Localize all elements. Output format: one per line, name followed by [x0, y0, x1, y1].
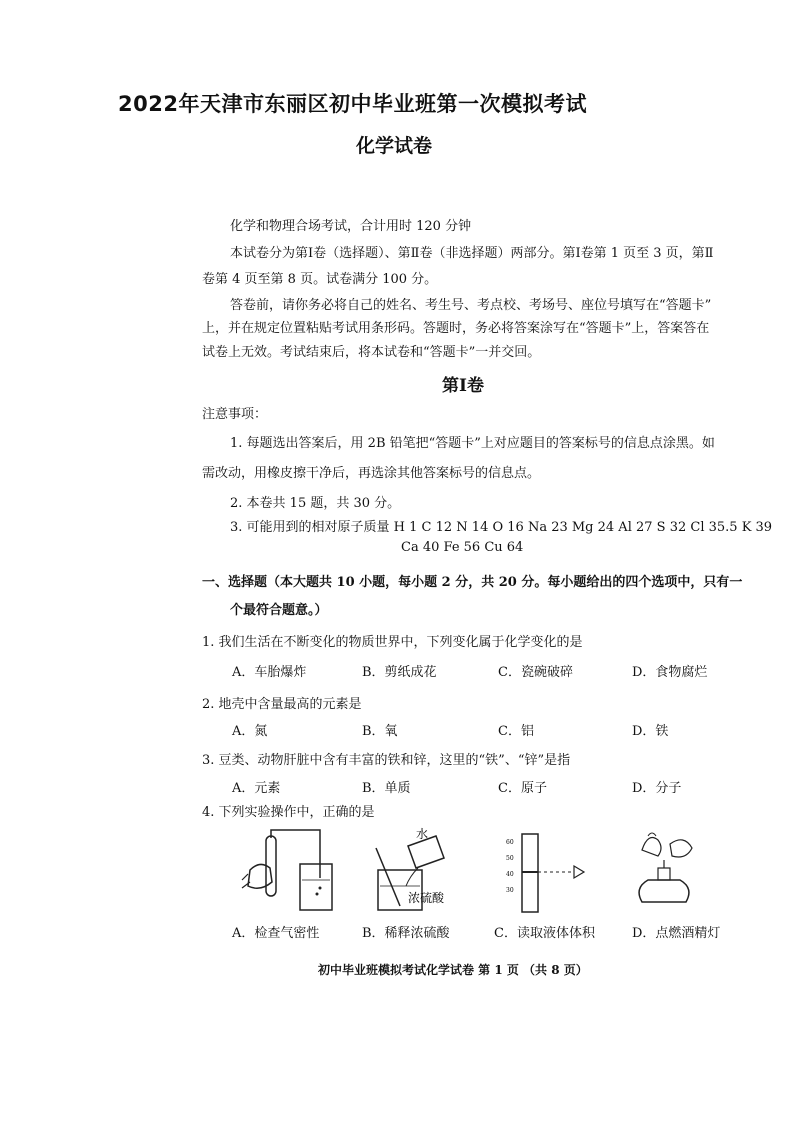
q3-option-a: A．元素: [232, 781, 281, 796]
note-3b: Ca 40 Fe 56 Cu 64: [401, 540, 524, 555]
q3-option-b: B．单质: [362, 781, 411, 796]
q1-option-b: B．剪纸成花: [362, 665, 437, 680]
part1-heading-a: 一、选择题（本大题共 10 小题，每小题 2 分，共 20 分。每小题给出的四个选项中，只有一: [202, 575, 743, 590]
note-1a: 1. 每题选出答案后，用 2B 铅笔把“答题卡”上对应题目的答案标号的信息点涂黑。如: [230, 436, 715, 451]
figure-airtightness-check: [238, 830, 338, 915]
page-footer: 初中毕业班模拟考试化学试卷 第 1 页 （共 8 页）: [318, 963, 588, 977]
figure-dilute-acid: [370, 826, 470, 916]
q4-option-a: A．检查气密性: [232, 926, 320, 941]
tick-50: 50: [506, 855, 514, 862]
intro-line-2a: 本试卷分为第Ⅰ卷（选择题）、第Ⅱ卷（非选择题）两部分。第Ⅰ卷第 1 页至 3 页，第Ⅱ: [230, 246, 714, 261]
question-1-stem: 1. 我们生活在不断变化的物质世界中，下列变化属于化学变化的是: [202, 635, 583, 650]
q4-option-c: C．读取液体体积: [494, 926, 595, 941]
question-3-stem: 3. 豆类、动物肝脏中含有丰富的铁和锌，这里的“铁”、“锌”是指: [202, 753, 571, 768]
q1-option-a: A．车胎爆炸: [232, 665, 307, 680]
note-2: 2. 本卷共 15 题，共 30 分。: [230, 496, 401, 511]
intro-line-1: 化学和物理合场考试，合计用时 120 分钟: [230, 219, 472, 234]
q2-option-b: B．氧: [362, 724, 398, 739]
tick-30: 30: [506, 887, 514, 894]
intro-line-3a: 答卷前，请你务必将自己的姓名、考生号、考点校、考场号、座位号填写在“答题卡”: [230, 298, 712, 313]
tick-60: 60: [506, 839, 514, 846]
part1-heading-b: 个最符合题意。）: [230, 603, 328, 618]
water-label: 水: [416, 827, 429, 841]
tick-40: 40: [506, 871, 514, 878]
intro-line-3b: 上，并在规定位置粘贴考试用条形码。答题时，务必将答案涂写在“答题卡”上，答案答在: [202, 321, 710, 336]
q3-option-c: C．原子: [498, 781, 547, 796]
note-3a: 3. 可能用到的相对原子质量 H 1 C 12 N 14 O 16 Na 23 Mg 24 Al 27 S 32 Cl 35.5 K 39: [230, 520, 773, 535]
figure-light-alcohol-lamp: [628, 826, 718, 918]
question-4-stem: 4. 下列实验操作中，正确的是: [202, 805, 375, 820]
notes-heading: 注意事项：: [202, 407, 268, 422]
q3-option-d: D．分子: [632, 781, 682, 796]
note-1b: 需改动，用橡皮擦干净后，再选涂其他答案标号的信息点。: [202, 466, 541, 481]
q2-option-a: A．氮: [232, 724, 268, 739]
question-2-stem: 2. 地壳中含量最高的元素是: [202, 697, 362, 712]
exam-subtitle: 化学试卷: [356, 135, 433, 157]
acid-label: 浓硫酸: [408, 891, 445, 905]
q4-option-b: B．稀释浓硫酸: [362, 926, 450, 941]
q4-option-d: D．点燃酒精灯: [632, 926, 721, 941]
intro-line-3c: 试卷上无效。考试结束后，将本试卷和“答题卡”一并交回。: [202, 345, 541, 360]
q2-option-c: C．铝: [498, 724, 534, 739]
section-title: 第Ⅰ卷: [442, 376, 484, 396]
intro-line-2b: 卷第 4 页至第 8 页。试卷满分 100 分。: [202, 272, 438, 287]
q1-option-c: C．瓷碗破碎: [498, 665, 573, 680]
exam-title: 2022年天津市东丽区初中毕业班第一次模拟考试: [118, 92, 587, 116]
figure-read-volume: [502, 832, 602, 916]
q1-option-d: D．食物腐烂: [632, 665, 708, 680]
q2-option-d: D．铁: [632, 724, 669, 739]
